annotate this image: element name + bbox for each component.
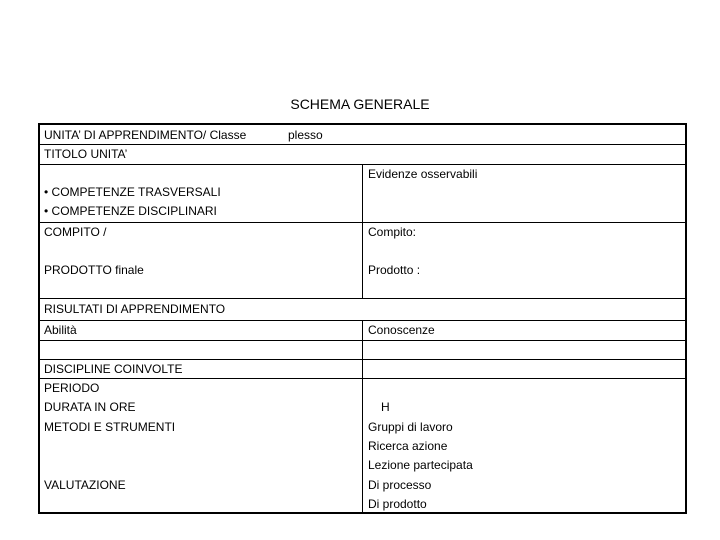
unita-label: UNITA’ DI APPRENDIMENTO/ Classe xyxy=(44,128,247,142)
column-divider xyxy=(362,164,363,298)
prodotto-finale-label: PRODOTTO finale xyxy=(44,263,144,277)
valutazione-label: VALUTAZIONE xyxy=(44,478,126,492)
valutazione-item: Di prodotto xyxy=(368,497,427,511)
durata-label: DURATA IN ORE xyxy=(44,400,136,414)
schema-table xyxy=(38,123,687,514)
metodi-item: Lezione partecipata xyxy=(368,458,473,472)
prodotto-value-label: Prodotto : xyxy=(368,263,421,277)
compito-value-label: Compito: xyxy=(368,225,417,239)
risultati-label: RISULTATI DI APPRENDIMENTO xyxy=(44,302,226,316)
metodi-item: Ricerca azione xyxy=(368,439,448,453)
page-title: SCHEMA GENERALE xyxy=(290,96,430,112)
conoscenze-label: Conoscenze xyxy=(368,323,435,337)
column-divider xyxy=(362,320,363,512)
competenze-trasversali: • COMPETENZE TRASVERSALI xyxy=(44,185,221,199)
valutazione-item: Di processo xyxy=(368,478,432,492)
metodi-label: METODI E STRUMENTI xyxy=(44,420,176,434)
periodo-label: PERIODO xyxy=(44,381,100,395)
titolo-label: TITOLO UNITA’ xyxy=(44,147,128,161)
plesso-label: plesso xyxy=(288,128,323,142)
evidenze-label: Evidenze osservabili xyxy=(368,167,478,181)
discipline-label: DISCIPLINE COINVOLTE xyxy=(44,362,183,376)
competenze-disciplinari: • COMPETENZE DISCIPLINARI xyxy=(44,204,217,218)
row-divider xyxy=(40,298,685,299)
abilita-label: Abilità xyxy=(44,323,77,337)
durata-unit: H xyxy=(381,400,390,414)
metodi-item: Gruppi di lavoro xyxy=(368,420,453,434)
compito-label: COMPITO / xyxy=(44,225,107,239)
